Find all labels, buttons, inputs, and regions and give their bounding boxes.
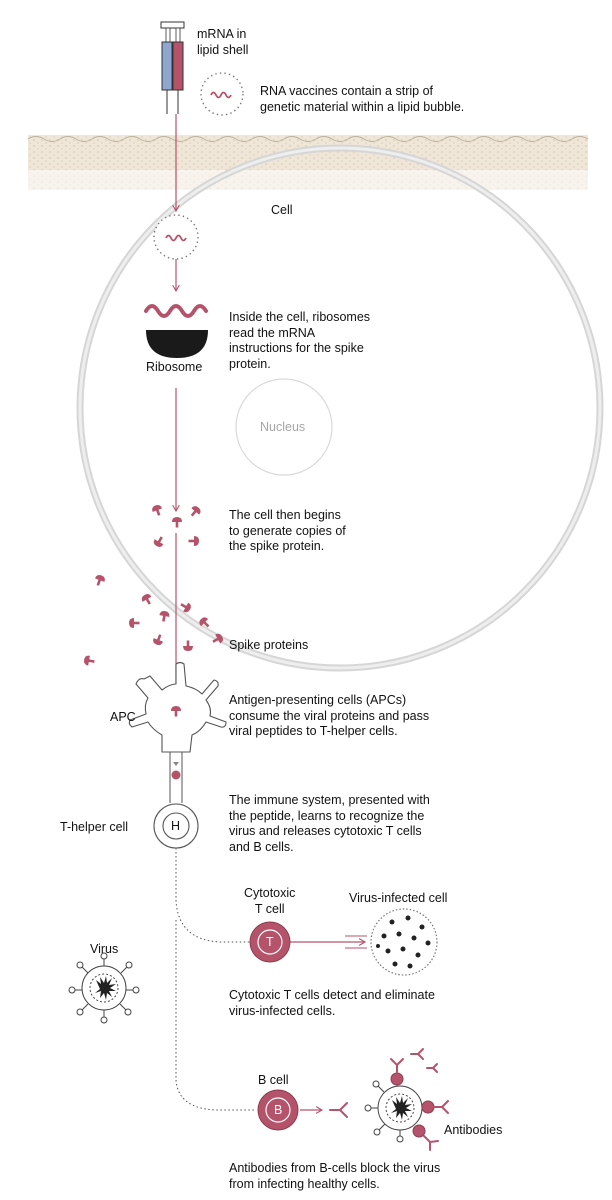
- immune-system-description: The immune system, presented with the peptide, learns to recognize the virus and releases cytotoxic T cells and B cells.: [229, 793, 430, 854]
- rna-vaccine-description: RNA vaccines contain a strip of genetic material within a lipid bubble.: [260, 84, 465, 114]
- neutralized-virus-icon: [365, 1049, 448, 1150]
- apc-label: APC: [110, 710, 136, 724]
- spike-proteins-label: Spike proteins: [229, 638, 309, 652]
- nucleus-label: Nucleus: [260, 420, 306, 434]
- spike-copies-description: The cell then begins to generate copies of the spike protein.: [229, 508, 346, 553]
- apc-cell: [129, 663, 226, 753]
- antibody-icon: [330, 1103, 347, 1117]
- cell-label: Cell: [271, 203, 293, 217]
- cytotoxic-t-cell-label: Cytotoxic T cell: [244, 886, 296, 916]
- b-cell-label: B cell: [258, 1073, 289, 1087]
- b-cell-letter: B: [274, 1103, 283, 1117]
- ribosome-description: Inside the cell, ribosomes read the mRNA instructions for the spike protein.: [229, 310, 371, 371]
- apc-description: Antigen-presenting cells (APCs) consume the viral proteins and pass viral peptides to T-helper cells.: [229, 693, 430, 738]
- mrna-lipid-label: mRNA in lipid shell: [197, 27, 249, 57]
- virus-infected-cell-label: Virus-infected cell: [349, 891, 448, 905]
- spike-proteins-inside: [151, 504, 202, 549]
- lipid-shell-entering-icon: [154, 215, 198, 259]
- apc-th-connector: [170, 752, 182, 803]
- skin-layer: [28, 135, 588, 192]
- antibodies-label: Antibodies: [444, 1123, 503, 1137]
- antibodies-description: Antibodies from B-cells block the virus from infecting healthy cells.: [229, 1161, 441, 1191]
- t-cell-letter: T: [266, 935, 274, 949]
- t-helper-label: T-helper cell: [60, 820, 129, 834]
- ribosome-label: Ribosome: [146, 360, 203, 374]
- lipid-shell-icon: [201, 73, 243, 115]
- cytotoxic-description: Cytotoxic T cells detect and eliminate virus-infected cells.: [229, 988, 435, 1018]
- virus-icon: [69, 953, 139, 1023]
- ribosome-icon: [146, 306, 208, 358]
- syringe-icon: [161, 22, 184, 114]
- t-helper-letter: H: [171, 819, 181, 833]
- virus-infected-cell: [371, 909, 437, 975]
- virus-label: Virus: [90, 942, 119, 956]
